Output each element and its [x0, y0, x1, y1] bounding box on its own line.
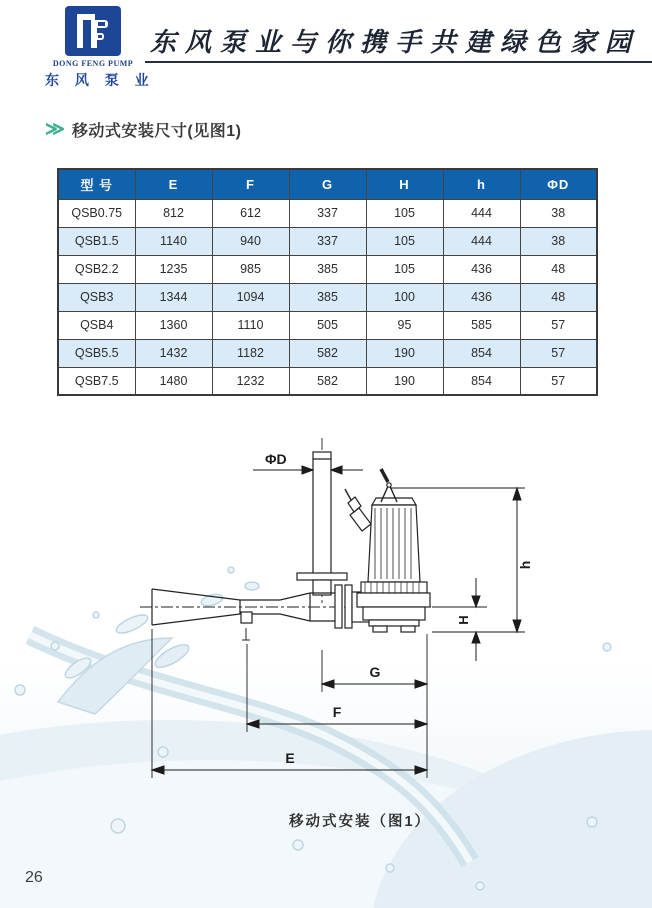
table-cell: QSB2.2: [58, 255, 135, 283]
table-cell: 436: [443, 255, 520, 283]
table-cell: 854: [443, 339, 520, 367]
table-row: [58, 227, 597, 255]
col-header: E: [135, 169, 212, 199]
table-cell: 1480: [135, 367, 212, 395]
logo-f-icon: [65, 6, 121, 56]
table-cell: 436: [443, 283, 520, 311]
table-cell: 385: [289, 255, 366, 283]
table-cell: 48: [520, 283, 597, 311]
table-cell: 105: [366, 255, 443, 283]
logo-name-en: DONG FENG PUMP: [52, 59, 134, 68]
table-cell: 582: [289, 339, 366, 367]
header-divider: [145, 61, 652, 63]
col-header: G: [289, 169, 366, 199]
table-cell: 337: [289, 199, 366, 227]
table-cell: 57: [520, 339, 597, 367]
dim-label-E: E: [285, 750, 295, 766]
logo-name-cn: 东 风 泵 业: [45, 72, 155, 88]
table-cell: QSB4: [58, 311, 135, 339]
table-cell: 57: [520, 311, 597, 339]
table-cell: 385: [289, 283, 366, 311]
dim-label-H: H: [456, 615, 471, 625]
table-cell: QSB1.5: [58, 227, 135, 255]
table-cell: 1140: [135, 227, 212, 255]
dim-label-G: G: [369, 664, 381, 680]
table-cell: 1344: [135, 283, 212, 311]
table-cell: 1094: [212, 283, 289, 311]
table-cell: 582: [289, 367, 366, 395]
table-cell: 812: [135, 199, 212, 227]
table-cell: 612: [212, 199, 289, 227]
page-number: 26: [25, 869, 43, 886]
table-cell: 854: [443, 367, 520, 395]
section-title-row: [45, 118, 241, 141]
table-row: [58, 311, 597, 339]
table-cell: 505: [289, 311, 366, 339]
table-cell: 444: [443, 227, 520, 255]
table-cell: QSB5.5: [58, 339, 135, 367]
table-cell: 337: [289, 227, 366, 255]
col-header: ΦD: [520, 169, 597, 199]
company-logo: [45, 6, 155, 90]
table-cell: 38: [520, 227, 597, 255]
table-cell: 1232: [212, 367, 289, 395]
table-cell: 48: [520, 255, 597, 283]
table-row: [58, 255, 597, 283]
table-cell: QSB7.5: [58, 367, 135, 395]
section-title: 移动式安装尺寸(见图1): [71, 123, 242, 140]
dimensions-table: [57, 168, 598, 396]
col-header: F: [212, 169, 289, 199]
table-cell: 1182: [212, 339, 289, 367]
table-row: [58, 283, 597, 311]
dim-label-F: F: [332, 704, 342, 720]
table-cell: 444: [443, 199, 520, 227]
table-cell: 190: [366, 367, 443, 395]
table-row: [58, 199, 597, 227]
installation-diagram: [135, 432, 535, 807]
table-cell: QSB0.75: [58, 199, 135, 227]
table-cell: 585: [443, 311, 520, 339]
col-header: H: [366, 169, 443, 199]
table-cell: 57: [520, 367, 597, 395]
table-cell: 940: [212, 227, 289, 255]
dim-label-phid: ΦD: [265, 451, 287, 467]
table-header-row: [58, 169, 597, 199]
table-cell: 985: [212, 255, 289, 283]
table-cell: 105: [366, 227, 443, 255]
page-header: [0, 0, 652, 92]
col-header: 型 号: [58, 169, 135, 199]
table-cell: 100: [366, 283, 443, 311]
dim-label-h: h: [517, 560, 533, 570]
table-cell: 105: [366, 199, 443, 227]
table-cell: 1360: [135, 311, 212, 339]
dimensions-table-wrap: [57, 168, 598, 396]
table-cell: 1110: [212, 311, 289, 339]
table-row: [58, 339, 597, 367]
table-cell: 1432: [135, 339, 212, 367]
table-cell: 95: [366, 311, 443, 339]
table-row: [58, 367, 597, 395]
table-cell: 190: [366, 339, 443, 367]
table-cell: QSB3: [58, 283, 135, 311]
figure-caption: 移动式安装（图1）: [288, 814, 432, 830]
col-header: h: [443, 169, 520, 199]
section-marker-icon: ≫: [45, 119, 65, 140]
table-cell: 38: [520, 199, 597, 227]
company-slogan: 东风泵业与你携手共建绿色家园: [150, 28, 641, 58]
table-cell: 1235: [135, 255, 212, 283]
